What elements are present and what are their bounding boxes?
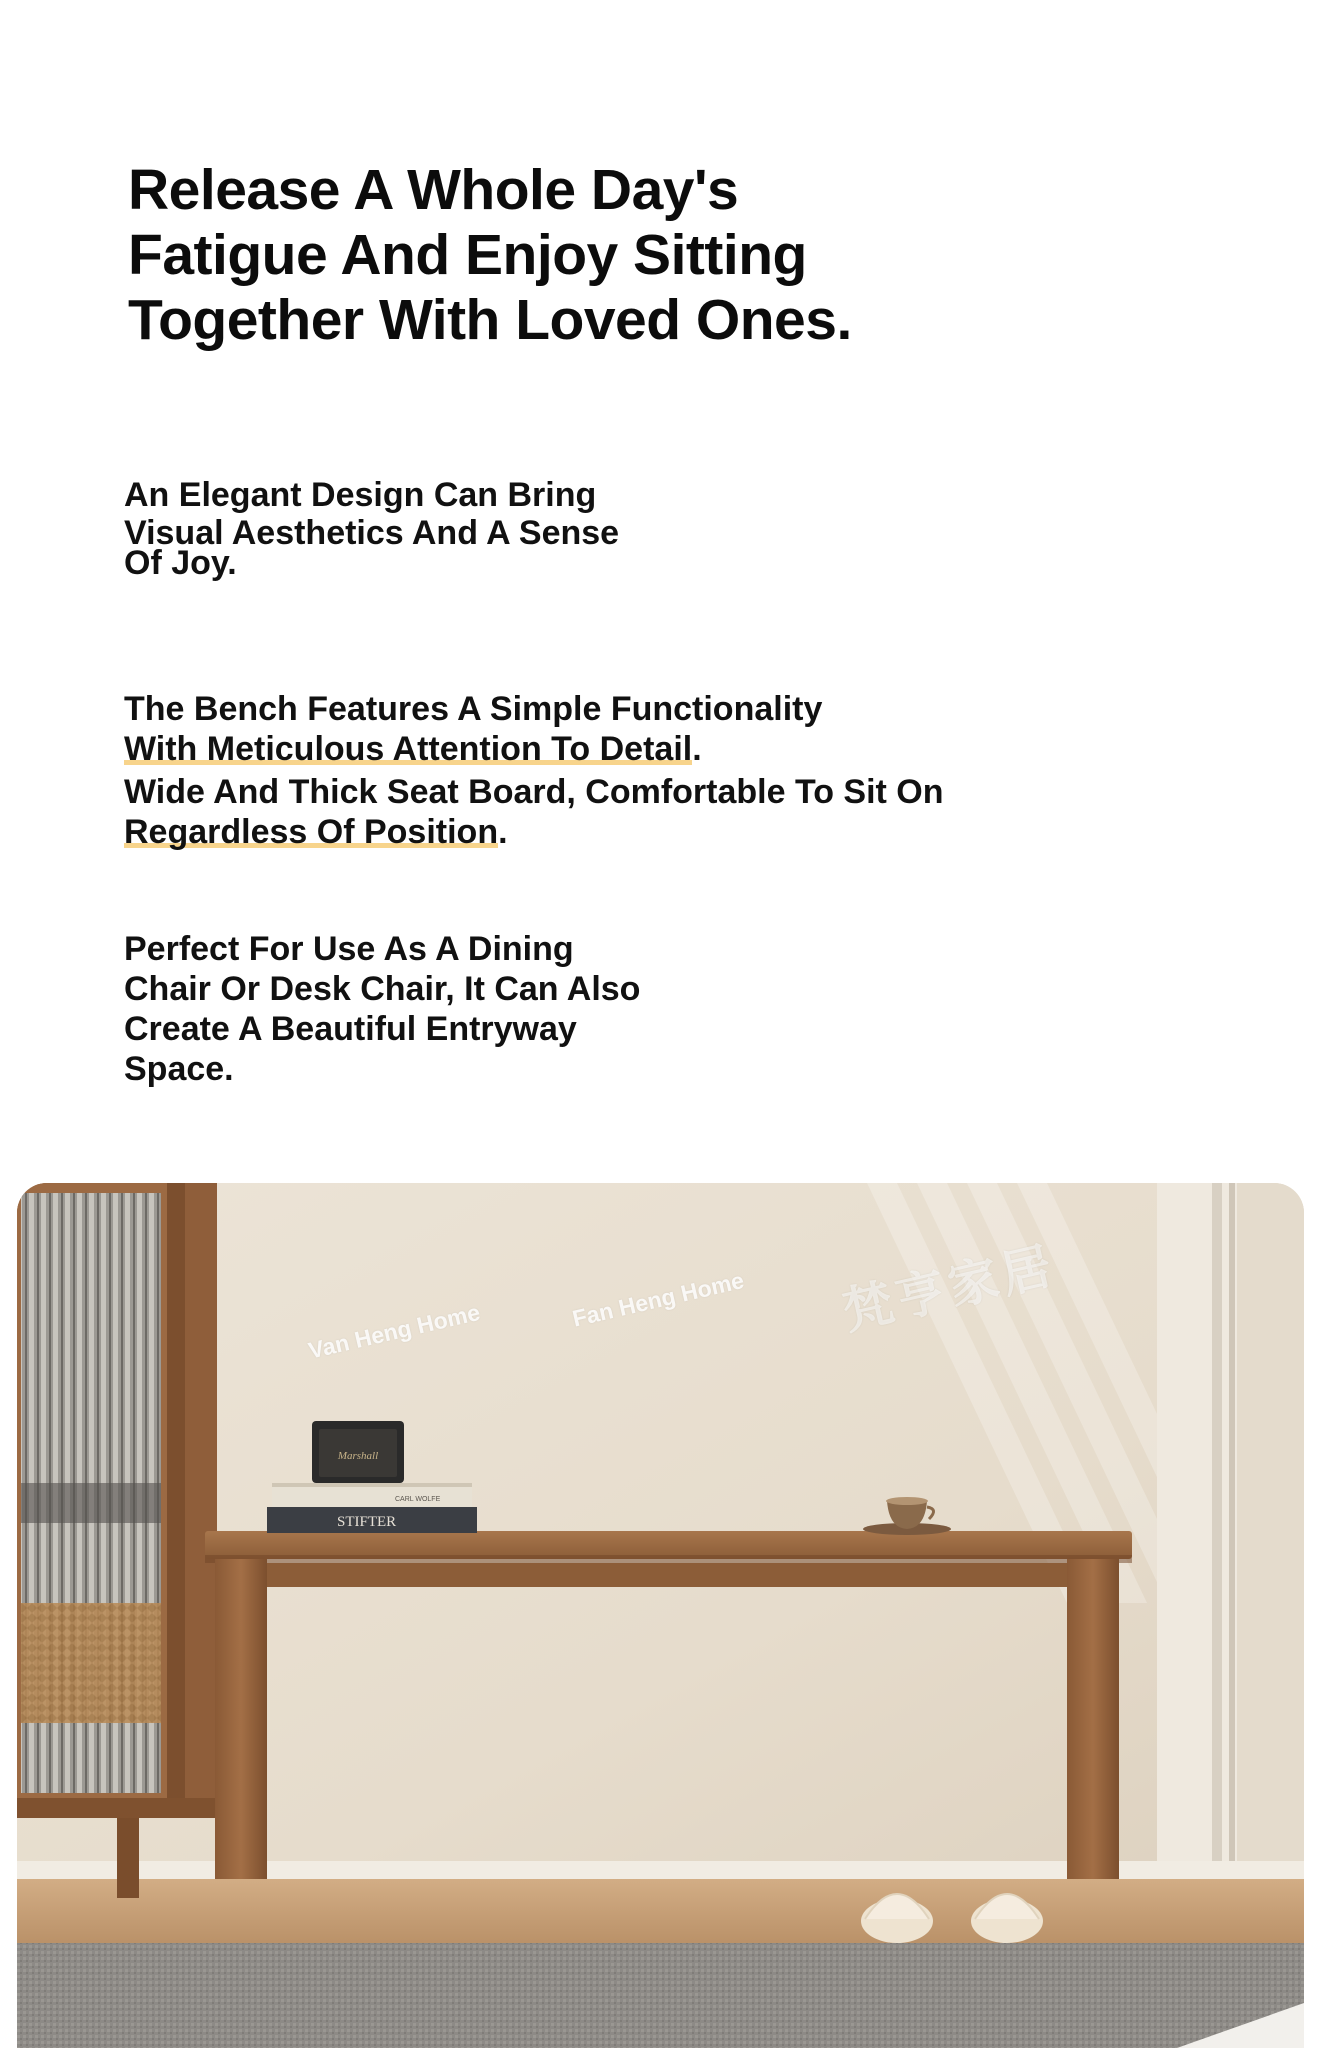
function-line-4-end: . (498, 813, 508, 851)
function-line-2-end: . (692, 730, 702, 768)
function-line-4 (124, 812, 1024, 852)
bench-product-photo (17, 1183, 1304, 2048)
function-line-1: The Bench Features A Simple Functionality (124, 690, 823, 728)
watermark-chinese: 梵亨家居 (837, 1237, 1061, 1341)
headline-line-3: Together With Loved Ones. (128, 288, 852, 352)
use-line-4: Space. (124, 1050, 234, 1088)
book-spine-sub: CARL WOLFE (395, 1496, 441, 1503)
headline (128, 158, 928, 353)
door-frame (1157, 1183, 1237, 1883)
design-line-2: Visual Aesthetics And A Sense (124, 514, 620, 552)
design-line-3: Of Joy. (124, 544, 237, 582)
books (267, 1483, 477, 1533)
design-line-1: An Elegant Design Can Bring (124, 476, 597, 514)
headline-line-2: Fatigue And Enjoy Sitting (128, 223, 807, 287)
speaker-brand: Marshall (337, 1450, 379, 1462)
function-line-3: Wide And Thick Seat Board, Comfortable To Sit On (124, 773, 944, 811)
function-paragraph (124, 689, 1024, 852)
speaker (312, 1421, 404, 1483)
highlight-position: Regardless Of Position (124, 813, 499, 851)
floor (17, 1879, 1304, 1949)
function-line-2 (124, 729, 1024, 769)
highlight-detail: With Meticulous Attention To Detail (124, 730, 693, 768)
use-paragraph (124, 929, 764, 1089)
headline-line-1: Release A Whole Day's (128, 158, 739, 222)
use-line-2: Chair Or Desk Chair, It Can Also (124, 970, 641, 1008)
design-paragraph (124, 476, 764, 582)
book-spine-title: STIFTER (337, 1514, 397, 1530)
rug (17, 1943, 1304, 2048)
use-line-3: Create A Beautiful Entryway (124, 1010, 577, 1048)
cabinet (17, 1183, 217, 1898)
watermark-fan-heng: Fan Heng Home (569, 1266, 747, 1332)
watermark-van-heng: Van Heng Home (305, 1298, 483, 1364)
use-line-1: Perfect For Use As A Dining (124, 930, 574, 968)
